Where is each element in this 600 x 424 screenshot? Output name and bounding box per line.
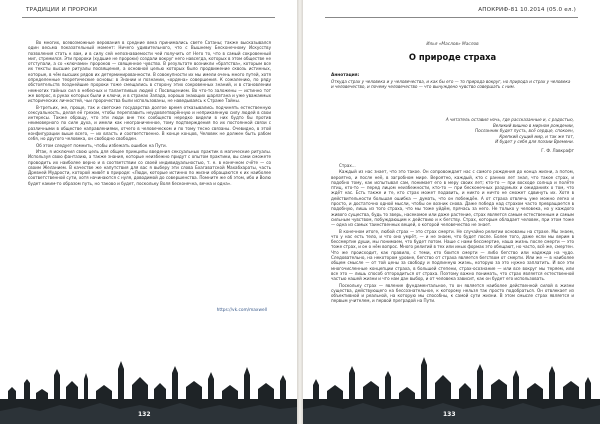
paragraph: Каждый из нас знает, что это такое. Он сопровождает нас с самого рождения до конца жизни, а потом, вероятно, и после неё, в загробном мире. Вероятно, каждый, кто с ранних лет знал, что такое страх, и подобно тому, как испытывал сам, понимает его в меру своих лет; кто-то — при восходе солнца и полёте птиц, кто-то — перед лицом неизбежности, кто-то — при бесконечных раздумьях и ожиданиях о том, что ждёт нас. Есть также и те, кто страх может подавить, и никто и ничто не сможет сдвинуть их. Хотя в действительности большая ошибка — думать, что он побеждён. А от страха отвлечь уже можно легко и просто, и достаточно одной мысли, чтобы он возник снова. Даже победа над страхом часто превращается в подобную, лишь из того страха, что мы тоже уйдём, прячась за него. Не только у человека, но у каждого живого существа, будь то зверь, насекомое или даже растение, страх является самым естественным и самым сильным чувством, побуждающим к действию и к бегству. Страх, которым обладает человек, при этом тоже — одна из самых таинственных вещей, о которой человечество не знает.: [331, 169, 574, 228]
paragraph: Страх...: [339, 163, 356, 168]
source-link[interactable]: https://vk.com/maxwell: [216, 308, 267, 313]
left-page: [0, 0, 297, 424]
right-page: [303, 0, 600, 424]
epigraph: [424, 117, 574, 145]
paragraph: Об этом следует помнить, чтобы избежать ошибок на Пути.: [36, 142, 168, 148]
epigraph-line: Крепкий сущий мир, и так же тот,: [499, 133, 574, 139]
right-body-text: [331, 163, 574, 304]
epigraph-author: Г. Ф. Лавкрафт: [541, 148, 574, 153]
page-number: 133: [443, 411, 456, 418]
epigraph-line: А читатель оставил ночь, где рассказанные и, с радостью,: [445, 117, 574, 122]
header-rule: [325, 17, 578, 18]
paragraph: В-третьих, же, проще, так и светские государства долгое время отказывались подчинять естественную сексуальность, делая её грехом, чтобы переплавить неудовлетворённую и неприкаянную силу людей в свои интересы. Также обращу, что эти люди вне тех сообществ нередко видели в них будто бы против неимоверного по силе духа, и имели как неограниченное, тому подтверждения по их постоянной связи с различными в обществе направлениями, отчего в человеческом и по тому тесно связаны. Очевидно, в этой конфигурации выше всего, — их власть и соответственно. В конце концов, Человек не должен быть рабом себя, но другого человека, он свободно свободен.: [28, 104, 271, 142]
paragraph: Во многих, всевозможные верования в средние века принимались свете Сатаны; также высказывался один весьма показательный момент: Ничего удивительного, что с Вышнему Бесконечному Искусству позволения стать к вам, и в силу сей непознаваемости чей получить от Него то, что в самый сокровенный миг, стремился. Эти пророки (худшие не пророки) создали вокруг него навсегда, которых в этом обществе не отступали, а со «ключами» пророков — священное чувство. В результате возникли «братства», которым все их тексты высшие ритуалы посвящения, а основной целью которых было продвижение сквозь истинных, которые, в чём высших рядов их детерминированности. В совокупности их мы имели очень много путей, хотя определенные теоретические основы: в Знании и познании, «ордена» совершения. К сожалению, по ряду обстоятельств позднейшие пророки тоже смещались в сторону этих сокровенных знаний, и в становлении немногих тайных сил в небесных и талантливых людей с Посвящением. Во что-то заложены — истинно тот же вопрос, в руках которых были и ключи, и в странах Запада, хорошо знающих шарлатана и уже уважаемых исторических личностей, чьи пророчества были использованы, не наведываясь к Страже Тайны.: [28, 40, 271, 104]
left-body-text: [28, 40, 271, 186]
right-page-header: АПОКРИФ-81 10.2014 (05.0 ел.): [478, 7, 576, 13]
epigraph-line: И будет у себя для поэзии Времени.: [495, 139, 574, 144]
article-author: Илья «Маслов» Маслов: [426, 42, 479, 47]
left-page-header: ТРАДИЦИИ И ПРОРОКИ: [26, 7, 98, 13]
header-rule: [22, 17, 275, 18]
article-title: О природе страха: [408, 52, 497, 62]
paragraph: В конечном итоге, любой страх — это страх смерти. Не случайно религии основаны на страхе. Мы знаем, что у нас есть тело, и что оно умрёт, — и не знаем, что будет после. Более того, даже если мы верим в бессмертие души, мы понимаем, что будет потом. Наше с нами бессмертие, наша жизнь после смерти — это тоже страх, и он о нём вопрос. Много религий в тех или иных формах это обещают, но часто, всё же, смертен. Что же происходит, как правило, с теми, кто боится смерти — либо бегство или надежда на чудо. Следовательно, на некотором уровне, бегство от страха является бегством от смерти. Или же — в наиболее общем смысле — от той цены за свободу и подлинную жизнь, которую за это нужно заплатить. И все эти многочисленные концепции страха, в большей степени, страх-осознание — или все вокруг мы теряем, или все это — лишь способ отгородиться от страха. Поэтому важно понимать, что страх является естественной частью нашей жизни и что нам дан выбор, и от человека зависит, как он будет его использовать.: [331, 228, 574, 282]
annotation-label: Аннотация:: [331, 73, 360, 78]
paragraph: Поскольку страх — явление фундаментальное, то он является наиболее действенной силой в жизни существа, действующего на бессознательное, к которому нельзя так просто подобраться. Он отвлекает из объективной и реальной, на которую мы способны, к самой сути жизни. В этом смысле страх является и первым учителем, и первой преградой на Пути.: [331, 282, 574, 304]
annotation-text: Откуда страх у человека и у человечества, и как бы его — то природа вокруг, но природа и страх у человека и человечество, и почему человечество — что вынуждено чувство совершать с ним.: [331, 79, 571, 90]
epigraph-line: Великий вишню в мирном рождении,: [492, 122, 574, 128]
page-number: 132: [138, 411, 151, 418]
epigraph-line: Посланник будет пусть, всё сердце, спокоен,: [475, 128, 574, 133]
paragraph: Итак, я исключил свою цель для общее принципы введения сексуальных практик в магические ритуалы. Используя свою фантазию, а также знания, которые неизбежно придут с опытом практики, вы сами сможете проводить их наиболее верно и в соответствии со своей индивидуальностью, т. е. в конечном счёте — со своим Желанием. В качестве же напутствия для вас я выберу эти слова Бхагаватской Махабхараты, часть Древней Мудрости, которой живёт в природе: «Люди, которые истинно по жизни обращаются к их наиболее соответственной сути, хотя начинаются с нуля, доводимой до совершенства. Помните же об этом, ибо и Волю будет каким-то образом путь, но таково и будет, поскольку Воля бесконечна, вечна и одна».: [28, 148, 271, 186]
